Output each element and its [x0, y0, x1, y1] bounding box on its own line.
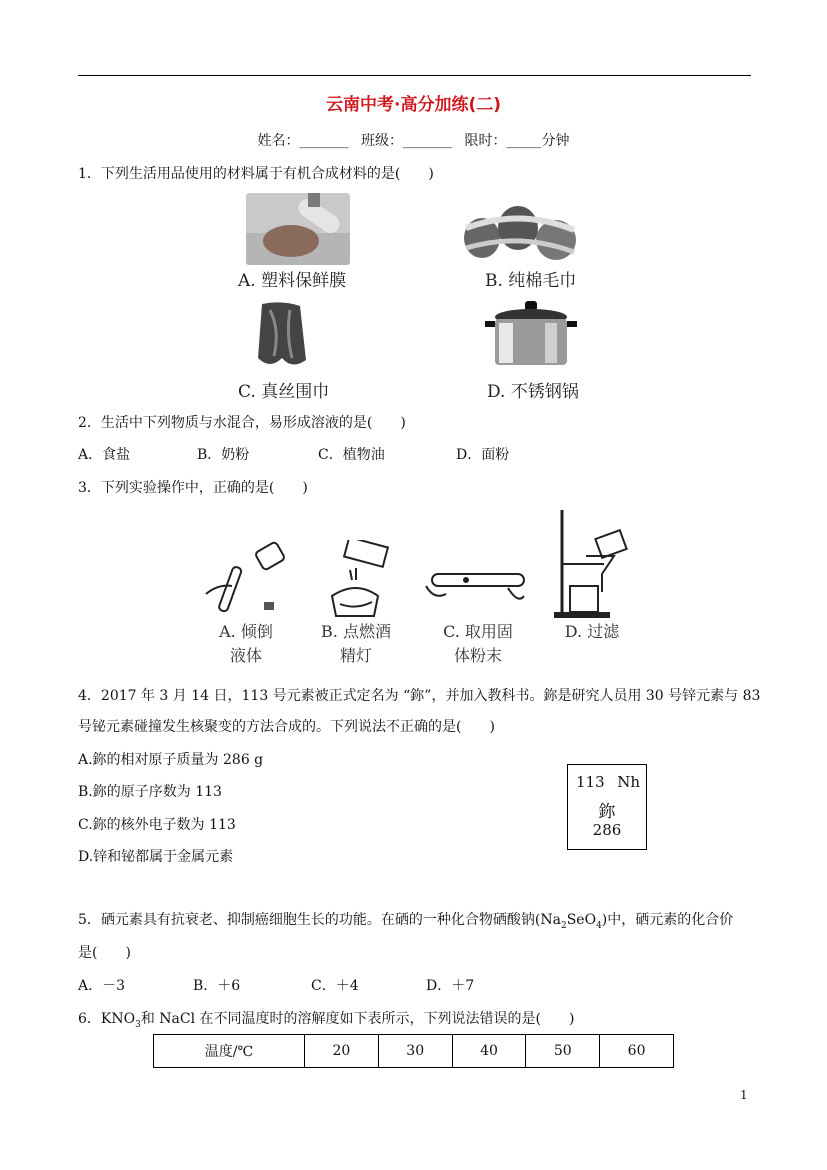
- q2-option-b: B．奶粉: [197, 447, 250, 463]
- table-header-cell: 30: [378, 1035, 452, 1068]
- alcohol-lamp-illustration: [316, 540, 394, 620]
- q3-option-a-line2: 液体: [229, 646, 262, 665]
- q5-option-a: A．－3: [78, 978, 126, 994]
- table-header-cell: 温度/℃: [154, 1035, 305, 1068]
- q4-option-b: B.鉨的原子序数为 113: [78, 784, 222, 800]
- student-info-line: [0, 130, 827, 150]
- q1-option-b: B. 纯棉毛巾: [485, 271, 577, 291]
- q4-option-d: D.锌和铋都属于金属元素: [78, 849, 234, 865]
- question-3-stem: 3．下列实验操作中，正确的是( ): [78, 480, 308, 496]
- table-row: [154, 1035, 674, 1068]
- q5-text-b: SeO: [566, 912, 597, 928]
- page-number: 1: [740, 1088, 748, 1102]
- q2-option-a: A．食盐: [78, 447, 131, 463]
- q3-option-c: [432, 620, 524, 668]
- q2-option-d: D．面粉: [456, 447, 510, 463]
- q3-option-a: [212, 620, 280, 668]
- plastic-wrap-image: [246, 193, 350, 265]
- question-4-line1: 4．2017 年 3 月 14 日，113 号元素被正式定名为 “鉨”，并加入教科书。鉨是研究人员用 30 号锌元素与 83: [78, 688, 761, 704]
- q3-option-b-line2: 精灯: [339, 646, 372, 665]
- q5-option-b: B．＋6: [193, 978, 241, 994]
- q3-option-c-line1: C. 取用固: [443, 622, 513, 641]
- q3-option-a-line1: A. 倾倒: [219, 622, 273, 641]
- table-header-cell: 40: [452, 1035, 526, 1068]
- q5-text-a: 5．硒元素具有抗衰老、抑制癌细胞生长的功能。在硒的一种化合物硒酸钠(Na: [78, 912, 561, 928]
- question-5-line2: 是( ): [78, 945, 131, 961]
- page-title: 云南中考·高分加练(二): [326, 95, 501, 115]
- element-name: 鉨: [598, 802, 616, 822]
- name-field-label: 姓名：_______: [257, 133, 349, 149]
- powder-spatula-illustration: [424, 560, 528, 614]
- table-header-cell: 60: [600, 1035, 674, 1068]
- q1-option-a: A. 塑料保鲜膜: [238, 271, 347, 291]
- element-atomic-mass: 286: [592, 821, 622, 839]
- element-atomic-number: 113: [576, 773, 605, 791]
- q3-option-d-line1: D. 过滤: [564, 622, 620, 641]
- silk-scarf-image: [252, 300, 310, 370]
- question-1-stem: 1．下列生活用品使用的材料属于有机合成材料的是( ): [78, 166, 434, 182]
- steel-pot-image: [485, 299, 577, 371]
- header-rule: [78, 75, 751, 76]
- pour-liquid-illustration: [204, 538, 286, 618]
- filtration-illustration: [552, 508, 632, 620]
- time-field-label: 限时：_____分钟: [464, 133, 570, 149]
- q1-option-c: C. 真丝围巾: [238, 382, 330, 402]
- q5-option-c: C．＋4: [311, 978, 359, 994]
- q3-option-c-line2: 体粉末: [453, 646, 502, 665]
- q4-option-c: C.鉨的核外电子数为 113: [78, 817, 236, 833]
- element-symbol: Nh: [617, 773, 640, 791]
- table-header-cell: 50: [526, 1035, 600, 1068]
- q3-option-b: [312, 620, 400, 668]
- q6-text-b: 和 NaCl 在不同温度时的溶解度如下表所示，下列说法错误的是( ): [140, 1011, 575, 1027]
- q5-option-d: D．＋7: [426, 978, 475, 994]
- question-2-stem: 2．生活中下列物质与水混合，易形成溶液的是( ): [78, 415, 406, 431]
- q6-text-a: 6．KNO: [78, 1011, 136, 1027]
- q2-option-c: C．植物油: [318, 447, 385, 463]
- q5-subscript-2: 4: [596, 920, 602, 931]
- q4-option-a: A.鉨的相对原子质量为 286 g: [78, 752, 264, 768]
- solubility-table: [153, 1034, 674, 1068]
- q3-option-b-line1: B. 点燃酒: [321, 622, 391, 641]
- question-4-line2: 号铋元素碰撞发生核聚变的方法合成的。下列说法不正确的是( ): [78, 719, 495, 735]
- q6-subscript: 3: [135, 1019, 141, 1030]
- towel-image: [460, 198, 580, 262]
- table-header-cell: 20: [305, 1035, 379, 1068]
- q3-option-d: [556, 620, 628, 644]
- q5-subscript-1: 2: [560, 920, 567, 931]
- question-6-stem: [78, 1008, 574, 1030]
- question-5-line1: [78, 909, 733, 931]
- element-card-nihonium: [567, 764, 647, 850]
- q1-option-d: D. 不锈钢锅: [487, 382, 579, 402]
- class-field-label: 班级：_______: [361, 133, 452, 149]
- q5-text-c: )中，硒元素的化合价: [601, 912, 734, 928]
